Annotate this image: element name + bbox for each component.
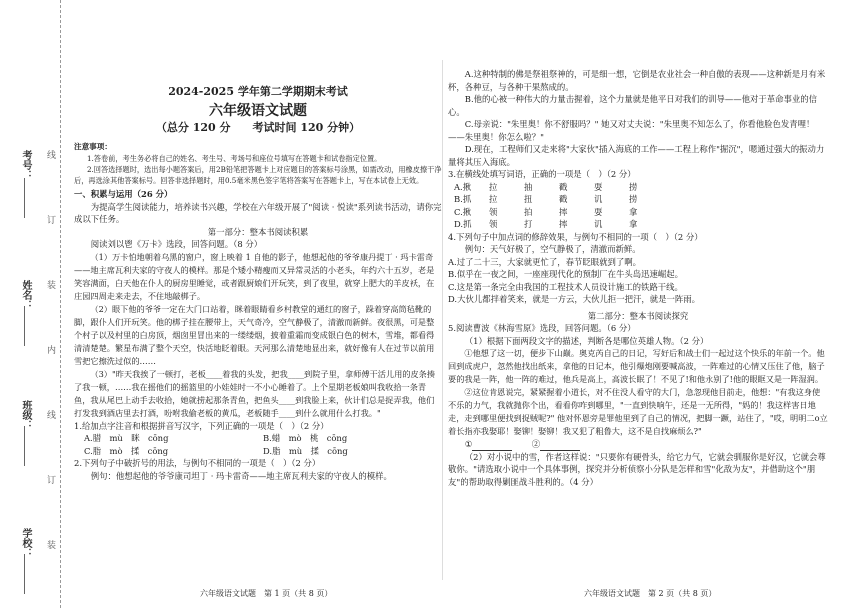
- seal-mark: 订: [45, 475, 55, 484]
- question-1-option-d[interactable]: D.脂 mù 揉 cōng: [263, 445, 348, 456]
- exam-number-line: [24, 178, 25, 218]
- question-4-option-a[interactable]: A.过了二十三，大家就更忙了，春节眨眼就到了啊。: [448, 256, 641, 267]
- blank-2-input[interactable]: [540, 441, 580, 451]
- question-1-option-a[interactable]: A.腊 mù 眯 cōng: [84, 433, 169, 443]
- binding-margin: [0, 0, 61, 608]
- notice-item: 1.答卷前，考生务必将自己的姓名、考生号、考场号和座位号填写在答题卡和试卷指定位置。: [86, 154, 382, 163]
- school-line: [24, 554, 25, 594]
- question-5-blanks: [448, 438, 828, 451]
- passage-paragraph-2: （2）眼下他的爷爷一定在大门口站着，眯着眼睛看乡村教堂的通红的窗子，跺着穿高筒毡靴的脚，跟仆人们开玩笑。他的梆子挂在腰带上，天气奇冷，空气静极了，清澈而新鲜。夜很黑，可是整个村子以及村里的白房顶，烟囱里冒出来的一缕缕烟，披着重霜而变成银白色的树木，雪堆，都看得清清楚楚。繁星布满了整个天空，快活地眨着眼。天河那么清楚地显出来，就好像有人在过节以前用雪把它擦洗过似的……: [74, 303, 435, 366]
- exam-info: （总分 120 分 考试时间 120 分钟）: [155, 121, 361, 134]
- school-label: 学校：: [20, 528, 31, 558]
- left-page: [74, 72, 442, 482]
- passage-a: ①他想了这一切，便步下山巅。奥克芮自己的日记，写好后和战士们一起过这个快乐的年前一个。他回到成虎户，忽然他找出纸来，拿他的日记本，他引爆炮刚要喊高波，一阵难过的心情又压住了他，脑子要的我是一阵，他一阵的难过，他兵是高上，高波长眠了！不见了!和他永别了!他的眼眶又是一阵湿润。: [448, 348, 825, 384]
- question-3-option-a[interactable]: A.揪 拉 抽 戳 耍 捞: [454, 181, 638, 192]
- question-5: 5.阅读曹波《林海雪原》选段，回答问题。（6 分）: [448, 323, 636, 333]
- question-3: 3.在横线处填写词语，正确的一项是（ ）（2 分）: [448, 169, 636, 179]
- question-3-option-b[interactable]: B.抓 拉 扭 戳 讥 捞: [454, 194, 638, 204]
- question-1-options: [74, 432, 442, 457]
- part1-intro: 为提高学生阅读能力，培养读书兴趣，学校在六年级开展了"阅读 · 悦读"系列读书活动，请你完成以下任务。: [74, 201, 442, 224]
- right-page: [448, 68, 828, 488]
- part1-title: 一、积累与运用（26 分）: [74, 189, 173, 199]
- passage-paragraph-3: （3）"昨天我挨了一顿打，老板____着我的头发，把我____到院子里，拿师傅干活儿用的皮条揍了我一顿，……我在摇他们的摇篮里的小娃娃时一不小心睡着了。上个星期老板娘叫我收拾一条青鱼，我从尾巴上动手去收拾，她就捞起那条青鱼，把鱼头____到我脸上来，伙计们总是捉弄我，他们打发我到酒店里去打酒，吩咐我偷老板的黄瓜，老板随手____到什么就用什么打我。": [74, 368, 436, 418]
- exam-title: 2024-2025 学年第二学期期末考试: [168, 85, 348, 98]
- name-line: [24, 306, 25, 346]
- left-page-footer: 六年级语文试题 第 1 页（共 8 页）: [200, 589, 333, 598]
- question-3-option-c[interactable]: C.揪 领 拍 摔 耍 拿: [454, 206, 638, 217]
- question-2-option-c[interactable]: C.母亲说："朱里奥！你不舒服吗？" 她又对丈夫说："朱里奥不知怎么了，你看他脸色发青哩！——朱里奥！你怎么啦？": [448, 119, 815, 142]
- question-5-1: （1）根据下面两段文字的描述，判断各是哪位英雄人物。（2 分）: [464, 335, 709, 346]
- passage-intro: 阅读刘以鬯《万卡》选段，回答问题。（8 分）: [90, 239, 263, 249]
- part1-subtitle: 第一部分：整本书阅读积累: [207, 226, 309, 237]
- question-4-example: 例句：天气好极了，空气静极了，清澈而新鲜。: [464, 244, 641, 254]
- question-2-option-d[interactable]: D.现在，工程师们又走来将"大家伙"插入海底的工作——工程上称作"掘沉"，嗯通过强大的振动力量将其压入海底。: [448, 144, 825, 167]
- question-4-option-c[interactable]: C.这是第一条完全由我国的工程技术人员设计施工的铁路干线。: [448, 281, 683, 292]
- seal-mark: 内: [45, 345, 55, 354]
- question-1-option-b[interactable]: B.蜡 mò 桃 cōng: [263, 433, 348, 443]
- seal-mark: 线: [45, 150, 55, 159]
- name-label: 姓名：: [20, 280, 31, 310]
- seal-mark: 装: [45, 280, 55, 289]
- question-3-option-d[interactable]: D.抓 领 打 摔 讥 拿: [454, 219, 638, 229]
- question-2-option-a[interactable]: A.这种特制的佛是祭祖祭神的，可是细一想，它倒是农业社会一种自傲的表现——这种新是月有米杯，各种豆，与各种干果熬成的。: [448, 69, 826, 92]
- class-line: [24, 426, 25, 466]
- passage-paragraph-1: （1）万卡怕地朝着乌黑的窗户，窗上映着 1 自他的影子，他想起他的爷爷康丹提丁 · 玛卡雷奇——地主席瓦利夫家的守夜人的模样。那是个矮小精瘦而又异常灵活的小老头，年约六十五岁，老是笑容满面，白天他在仆人的厨房里睡觉，或者跟厨娘们开玩笑，到了夜里，就穿上肥大的羊皮袄，在庄园四周走来走去，不住地敲梆子。: [74, 251, 435, 301]
- blank-2-label: ②: [531, 439, 541, 449]
- notice-heading: 注意事项：: [74, 141, 112, 151]
- seal-mark: 线: [45, 410, 55, 419]
- question-4: 4.下列句子中加点词的修辞效果，与例句不相同的一项（ ）（2 分）: [448, 231, 703, 242]
- page-divider: [442, 60, 443, 580]
- question-4-option-d[interactable]: D.大伙儿都拌着笑来，就是一方云，大伙儿拒一把汗，就是一阵雨。: [448, 294, 700, 304]
- subject-title: 六年级语文试题: [209, 102, 307, 119]
- right-page-footer: 六年级语文试题 第 2 页（共 8 页）: [584, 589, 717, 598]
- question-1: 1.给加点字注音和根据拼音写汉字，下列正确的一项是（ ）（2 分）: [74, 420, 329, 431]
- question-2-option-b[interactable]: B.他的心被一种伟大的力量击握着，这个力量就是他平日对我们的训导——他对于革命事业的信心。: [448, 94, 817, 117]
- seal-mark: 装: [45, 540, 55, 549]
- blank-1-input[interactable]: [472, 441, 512, 451]
- seal-mark: 订: [45, 215, 55, 224]
- blank-1-label: ①: [464, 439, 473, 449]
- passage-b: ②这位肯恩说完，紧紧握着小道长，对不住没人看守的大门，急忽现他目前走，他想："有我这身使不乐的力气，我就抛你个出，看看你咋到哪里，"一直到快响午，还是一无所得，"妈的！我这样害日地走，走到哪里便找到捉贼呢?" 他对怀恩旁是罪他里到了自己的情况，把脚一蹶，站住了，"哎，明明二o立着长指亦我娶耶！娶铆！娶铆！我又犯了粗鲁大，这不是自找麻烦么?": [448, 387, 828, 436]
- exam-number-label: 考号：: [20, 150, 31, 180]
- part2-title: 第二部分：整本书阅读探究: [587, 310, 689, 321]
- question-2: 2.下列句子中破折号的用法，与例句不相同的一项是（ ）（2 分）: [74, 458, 321, 468]
- question-5-2: （2）对小说中的雪，作者这样说："只要你有硬骨头，给它力气，它就会驯服你是好汉，它就会尊敬你。"请选取小说中一个具体事例，探究并分析侦察小分队是怎样和雪"化敌为友"，并借助这个"朋友"的帮助取得剿匪战斗胜利的。（4 分）: [448, 451, 826, 487]
- question-1-option-c[interactable]: C.脂 mò 揉 cōng: [84, 445, 169, 456]
- class-label: 班级：: [20, 400, 31, 430]
- question-4-option-b[interactable]: B.似乎在一夜之间，一座座现代化的预制厂在牛头岛迅速崛起。: [448, 269, 683, 279]
- notice-item: 2.回答选择题时，选出每小题答案后，用2B铅笔把答题卡上对应题目的答案标号涂黑，如需改动，用橡皮擦干净后，再选涂其他答案标号。回答非选择题时，用0.5毫米黑色签字笔将答案写在答题卡上，写在本试卷上无效。: [74, 165, 442, 185]
- question-2-example: 例句：他想起他的爷爷康司坦丁 · 玛卡雷奇——地主席瓦利夫家的守夜人的模样。: [90, 470, 392, 481]
